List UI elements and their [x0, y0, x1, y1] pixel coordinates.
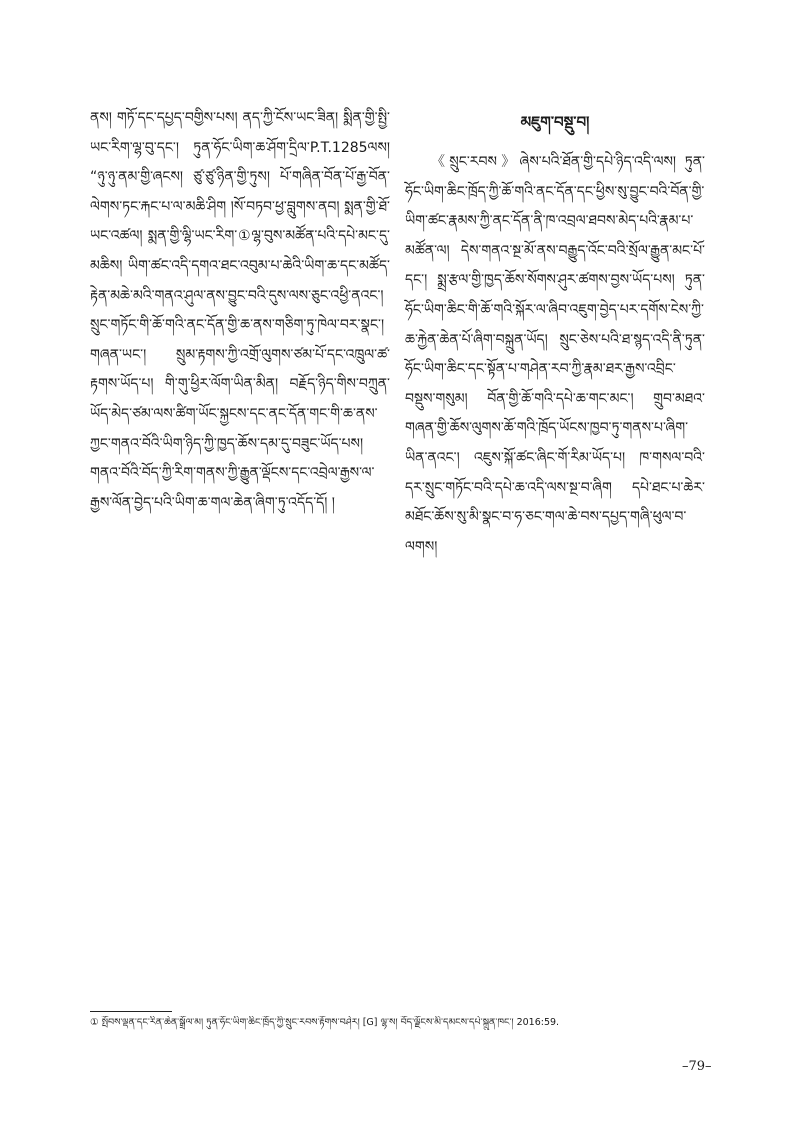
page-number: –79–	[682, 1059, 712, 1074]
section-heading: མཇུག་བསྡུ་བ།	[520, 113, 590, 131]
body-paragraph-left: ནས། གཏོ་དང་དཔྱད་བགྱིས་པས། ནད་ཀྱི་ངོས་ཡང་ཟིན། སྨིན་གྱི་སྤྱི་ཡང་རིག་ལྷ་བུ་དང་། ཏུན་ཧོང་ཡིག་ཆ་ཤོག་དྲིལ་P.T.1285ལས། “ཉུ་ཉུ་ནམ་གྱི་ཞངས། ཙུ་ཙུ་ཉིན་གྱི་ཏུས། པོ་གཞིན་བོན་པོ་རྒྱ་བོན་ལེགས་ཏང་རྐང་པ་ལ་མཆི་ཤིག །སོ་བཏབ་ཕྱ་བླུགས་ནབ། སྨན་གྱི་ཐོ་ཡང་འཚལ། སྨན་གྱི་ལྷི་ཡང་རིག་①ལྷ་བུས་མཚོན་པའི་དཔེ་མང་དུ་མཆིས། ཡིག་ཚང་འདི་དགའ་ཐང་འབུམ་པ་ཆེའི་ཡིག་ཆ་དང་མཚོད་རྟེན་མཆེ་མའི་གནའ་ཤུལ་ནས་བྱུང་བའི་དུས་ལས་ཅུང་འཕྱི་ནའང་། སྲུང་གཏོང་གི་ཆོ་གའི་ནང་དོན་གྱི་ཆ་ནས་གཅིག་ཏུ་ཁེལ་བར་སྣང་། གཞན་ཡང་། སྲུམ་རྟགས་ཀྱི་འགྲོ་ལུགས་ཙམ་པོ་དང་འཁྲུལ་ཚ་རྟགས་ཡོད་པ། གི་གུ་ཕྱིར་ལོག་ཡིན་མིན། བརྗོད་ཉིད་གིས་བཀྲུན་ཡོད་མེད་ཙམ་ལས་ཚིག་ཡོང་སྐྱངས་དང་ནང་དོན་གང་གི་ཆ་ནས་ཀྱང་གནའ་བོའི་ཡིག་ཉིད་ཀྱི་ཁྱད་ཆོས་དམ་དུ་བཟུང་ཡོད་པས། གནའ་བོའི་བོད་ཀྱི་རིག་གནས་ཀྱི་རྒྱུན་ལྡོངས་དང་འབྲེལ་རྒྱས་ལ་རྒྱས་ལོན་བྱེད་པའི་ཡིག་ཆ་གལ་ཆེན་ཞིག་ཏུ་འདོད་དོ། །	[90, 110, 390, 511]
footnote-marker: ①	[90, 1017, 99, 1028]
footnote	[90, 1016, 730, 1030]
footnote-divider	[90, 1011, 172, 1012]
footnote-text: སྤོབས་ལྡན་དང་རིན་ཆེན་སྒྲོལ་མ། ཏུན་ཧོང་ཡིག་ཆིང་ཁྲོད་ཀྱི་སྲུང་རབས་རྟོགས་བཤེར། [G] ལྷ་ས། བོད་ལྗོངས་མི་དམངས་དཔེ་སྐྲུན་ཁང་། 2016:59.	[101, 1017, 560, 1028]
left-column	[90, 104, 390, 518]
right-column	[405, 104, 705, 562]
body-paragraph-right: 《སྲུང་རབས》ཞེས་པའི་ཐོན་གྱི་དཔེ་ཉིད་འདི་ལས། ཏུན་ཧོང་ཡིག་ཆིང་ཁྲོད་ཀྱི་ཆོ་གའི་ནང་དོན་དང་ཕྱིས་སུ་བྱུང་བའི་བོན་གྱི་ཡིག་ཚང་རྣམས་ཀྱི་ནང་དོན་ནི་ཁ་འབྲལ་ཐབས་མེད་པའི་རྣམ་པ་མཚོན་ལ། དེས་གནའ་སྔ་མོ་ནས་བརྒྱུད་འོང་བའི་སྲོལ་རྒྱུན་མང་པོ་དང་། སྨྲ་རྩལ་གྱི་ཁྱད་ཆོས་སོགས་ཤུར་ཚགས་བྱས་ཡོད་པས། ཏུན་ཧོང་ཡིག་ཆིང་གི་ཆོ་གའི་སྐོར་ལ་ཞིབ་འཇུག་བྱེད་པར་དགོས་ངེས་ཀྱི་ཆ་རྐྱེན་ཆེན་པོ་ཞིག་བསྐྲུན་ཡོད། སྲུང་ཅེས་པའི་ཐ་སྙད་འདི་ནི་ཏུན་ཧོང་ཡིག་ཆིང་དང་སྟོན་པ་གཤེན་རབ་ཀྱི་རྣམ་ཐར་རྒྱས་འབྲིང་བསྡུས་གསུམ། བོན་གྱི་ཆོ་གའི་དཔེ་ཆ་གང་མང་། གྲུབ་མཐའ་གཞན་གྱི་ཆོས་ལུགས་ཆོ་གའི་ཁྲོད་ཡོངས་ཁྱབ་ཏུ་གནས་པ་ཞིག་ཡིན་ནའང་། འཇུས་སྐོ་ཚང་ཞིང་གོ་རིམ་ཡོད་པ། ཁ་གསལ་བའི་དར་སྲུང་གཏོང་བའི་དཔེ་ཆ་འདི་ལས་སྔ་བ་ཞིག དཔེ་ཐང་པ་ཆེར་མཐོང་ཆོས་སུ་མི་སྣང་བ་ཧ་ཅང་གལ་ཆེ་བས་དཔྱད་གཞི་ཕུལ་བ་ལགས།	[405, 154, 705, 555]
